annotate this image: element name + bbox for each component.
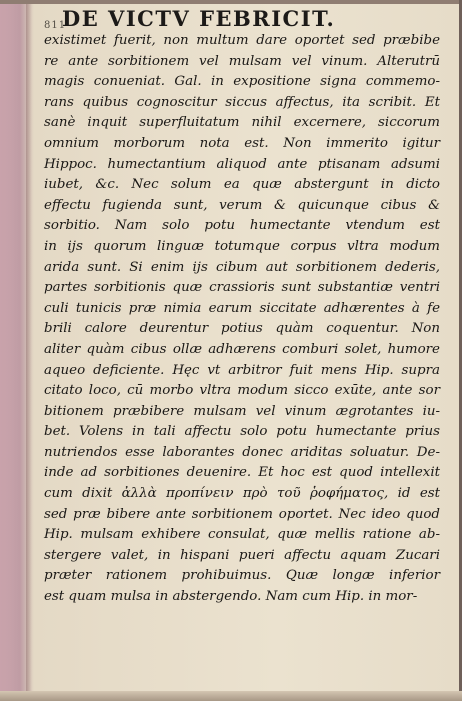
folio-number: 811 — [44, 20, 67, 31]
text-line: Hip. mulsam exhibere consulat, quæ mellis ratione ab- — [44, 527, 440, 543]
text-line: aliter quàm cibus ollæ adhærens comburi solet, humore — [44, 341, 440, 357]
text-line: nutriendos esse laborantes donec ariditas soluatur. De- — [44, 444, 440, 460]
page-header — [44, 6, 444, 32]
text-line: est quam mulsa in abstergendo. Nam cum Hip. in mor- — [44, 589, 418, 605]
text-line: partes sorbitionis quæ crassioris sunt substantiæ ventri — [44, 280, 440, 296]
text-line: sorbitio. Nam solo potu humectante vtendum est — [44, 218, 440, 234]
body-text — [44, 31, 440, 608]
text-line: in ijs quorum linguæ totumque corpus vltra modum — [44, 238, 440, 254]
text-line: omnium morborum nota est. Non immerito igitur — [44, 135, 440, 151]
text-line: magis conueniat. Gal. in expositione signa commemo- — [44, 74, 440, 90]
text-line: re ante sorbitionem vel mulsam vel vinum. Alterutrū — [44, 53, 440, 69]
text-line: cum dixit ἀλλὰ προπίνειν πρὸ τοῦ ῥοφήματος, id est — [44, 486, 440, 502]
text-line: bitionem præbibere mulsam vel vinum ægrotantes iu- — [44, 403, 440, 419]
text-line: stergere valet, in hispani pueri affectu aquam Zucari — [44, 547, 440, 563]
text-line: bet. Volens in tali affectu solo potu humectante prius — [44, 424, 440, 440]
running-head: DE VICTV FEBRICIT. — [62, 6, 336, 31]
text-line: sanè inquit superfluitatum nihil excernere, siccorum — [44, 115, 440, 131]
text-line: aqueo deficiente. Hęc vt arbitror fuit mens Hip. supra — [44, 362, 440, 378]
text-line: arida sunt. Si enim ijs cibum aut sorbitionem dederis, — [44, 259, 440, 275]
text-line: sed præ bibere ante sorbitionem oportet. Nec ideo quod — [44, 506, 440, 522]
text-line: existimet fuerit, non multum dare oportet sed præbibe — [44, 33, 440, 48]
paper-edge — [26, 4, 32, 694]
text-line: citato loco, cū morbo vltra modum sicco exūte, ante sor — [44, 383, 440, 399]
text-line: iubet, &c. Nec solum ea quæ abstergunt in dicto — [44, 177, 440, 193]
text-line: brili calore deurentur potius quàm coquentur. Non — [44, 321, 440, 337]
text-line: rans quibus cognoscitur siccus affectus, ita scribit. Et — [44, 94, 440, 110]
text-line: præter rationem prohibuimus. Quæ longæ inferior — [44, 568, 440, 584]
text-line: culi tunicis præ nimia earum siccitate adhærentes à fe — [44, 300, 440, 316]
text-line: effectu fugienda sunt, verum & quicunque cibus & — [44, 197, 440, 213]
scan-border-top — [0, 0, 462, 4]
text-line: inde ad sorbitiones deuenire. Et hoc est quod intellexit — [44, 465, 440, 481]
text-line: Hippoc. humectantium aliquod ante ptisanam adsumi — [44, 156, 440, 172]
scan-border-bottom — [0, 691, 462, 701]
